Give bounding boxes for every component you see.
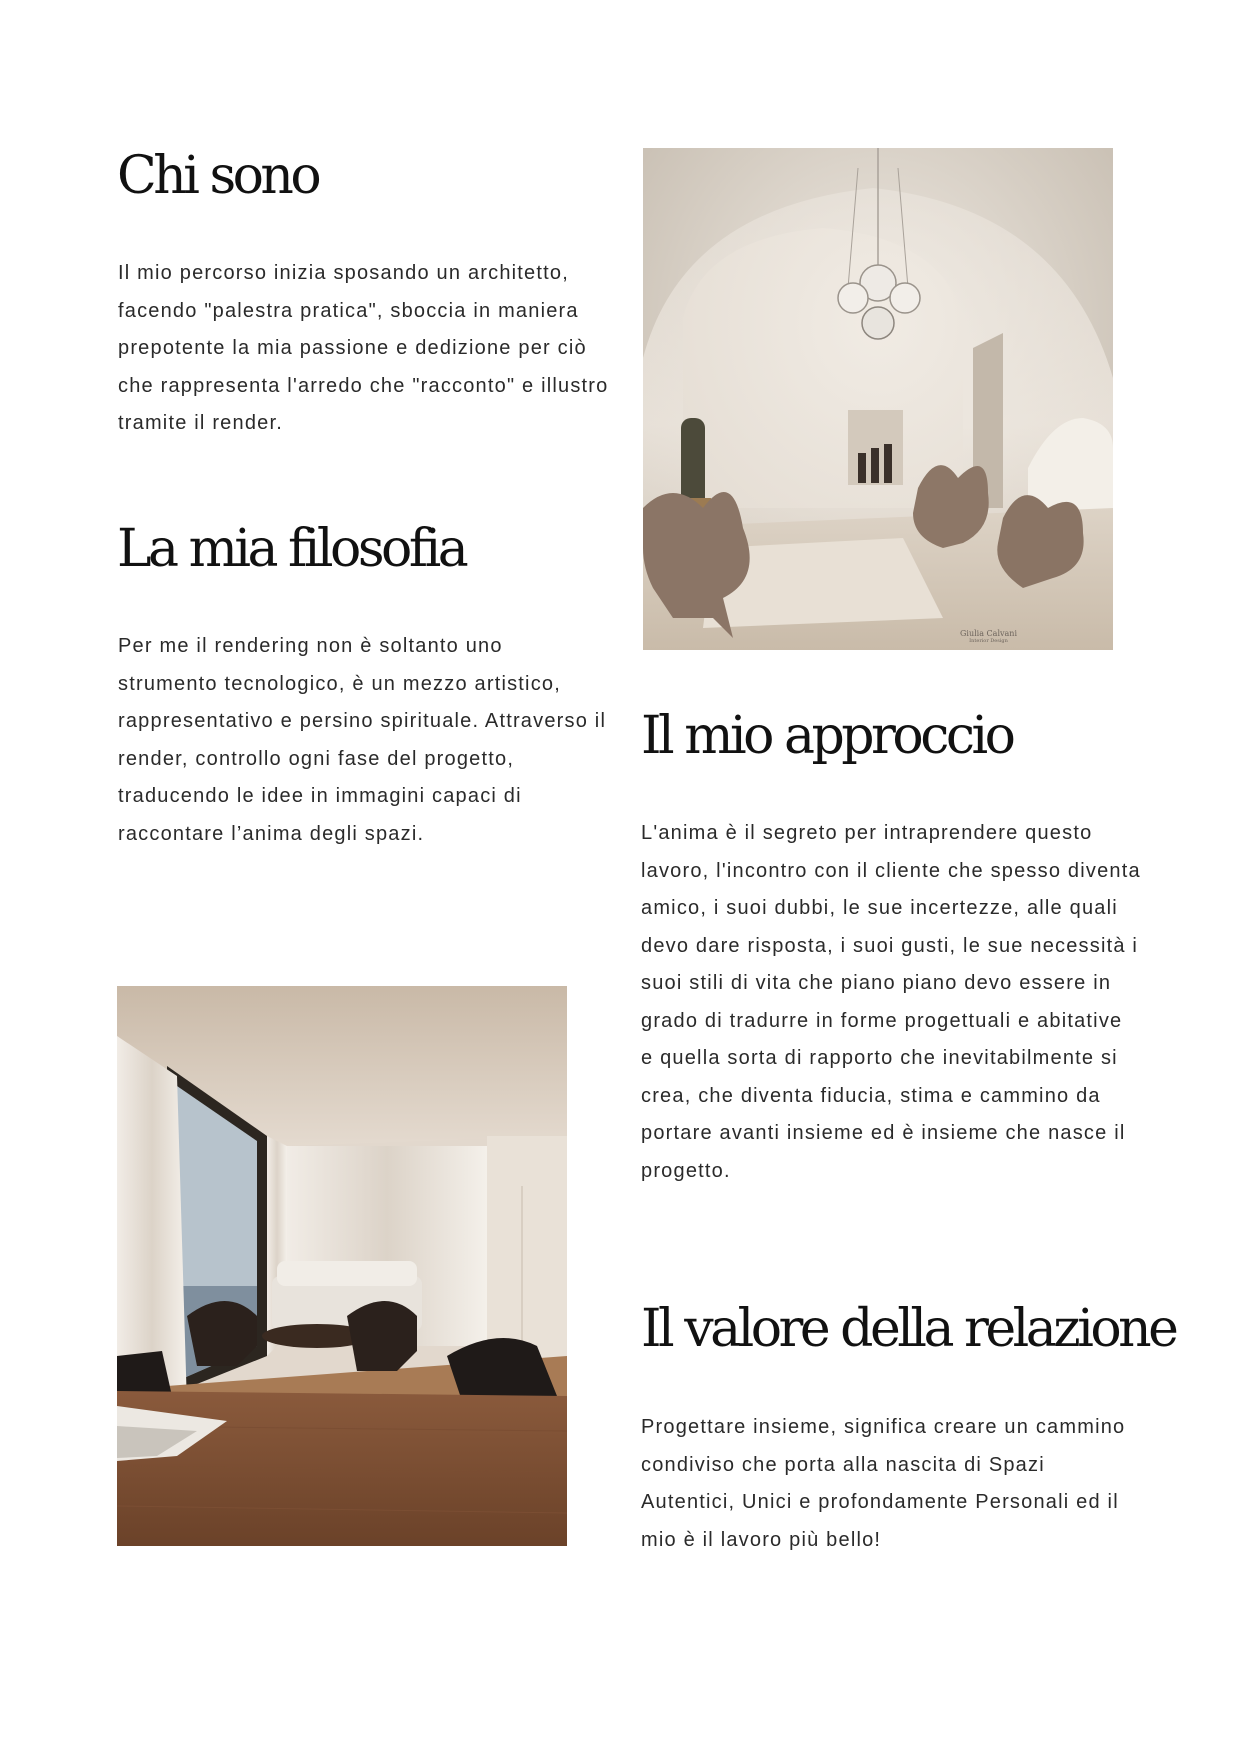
relazione-title: Il valore della relazione bbox=[641, 1299, 1176, 1359]
filosofia-text: Per me il rendering non è soltanto uno strumento tecnologico, è un mezzo artistico, rappresentativo e persino spirituale. Attraverso il render, controllo ogni fase del progetto, traducendo le idee in immagini capaci di raccontare l’anima degli spazi. bbox=[118, 635, 607, 845]
vaulted-room-image bbox=[643, 148, 1113, 650]
watermark-subtitle: Interior Design bbox=[969, 638, 1008, 644]
chi-sono-title: Chi sono bbox=[117, 146, 319, 206]
image-watermark bbox=[960, 630, 1017, 644]
living-room-image bbox=[117, 986, 567, 1546]
relazione-text: Progettare insieme, significa creare un cammino condiviso che porta alla nascita di Spazi Autentici, Unici e profondamente Personali ed il mio è il lavoro più bello! bbox=[641, 1416, 1126, 1551]
living-room-render bbox=[117, 986, 567, 1546]
chi-sono-text: Il mio percorso inizia sposando un architetto, facendo "palestra pratica", sboccia in maniera prepotente la mia passione e dedizione per ciò che rappresenta l'arredo che "racconto" e illustro tramite il render. bbox=[118, 262, 609, 434]
vaulted-room-render bbox=[643, 148, 1113, 650]
filosofia-title: La mia filosofia bbox=[117, 519, 466, 579]
approccio-text: L'anima è il segreto per intraprendere questo lavoro, l'incontro con il cliente che spesso diventa amico, i suoi dubbi, le sue incertezze, alle quali devo dare risposta, i suoi gusti, le sue necessità i suoi stili di vita che piano piano devo essere in grado di tradurre in forme progettuali e abitative e quella sorta di rapporto che inevitabilmente si crea, che diventa fiducia, stima e cammino da portare avanti insieme ed è insieme che nasce il progetto. bbox=[641, 822, 1141, 1182]
watermark-name: Giulia Calvani bbox=[960, 629, 1017, 638]
approccio-title: Il mio approccio bbox=[641, 706, 1013, 766]
